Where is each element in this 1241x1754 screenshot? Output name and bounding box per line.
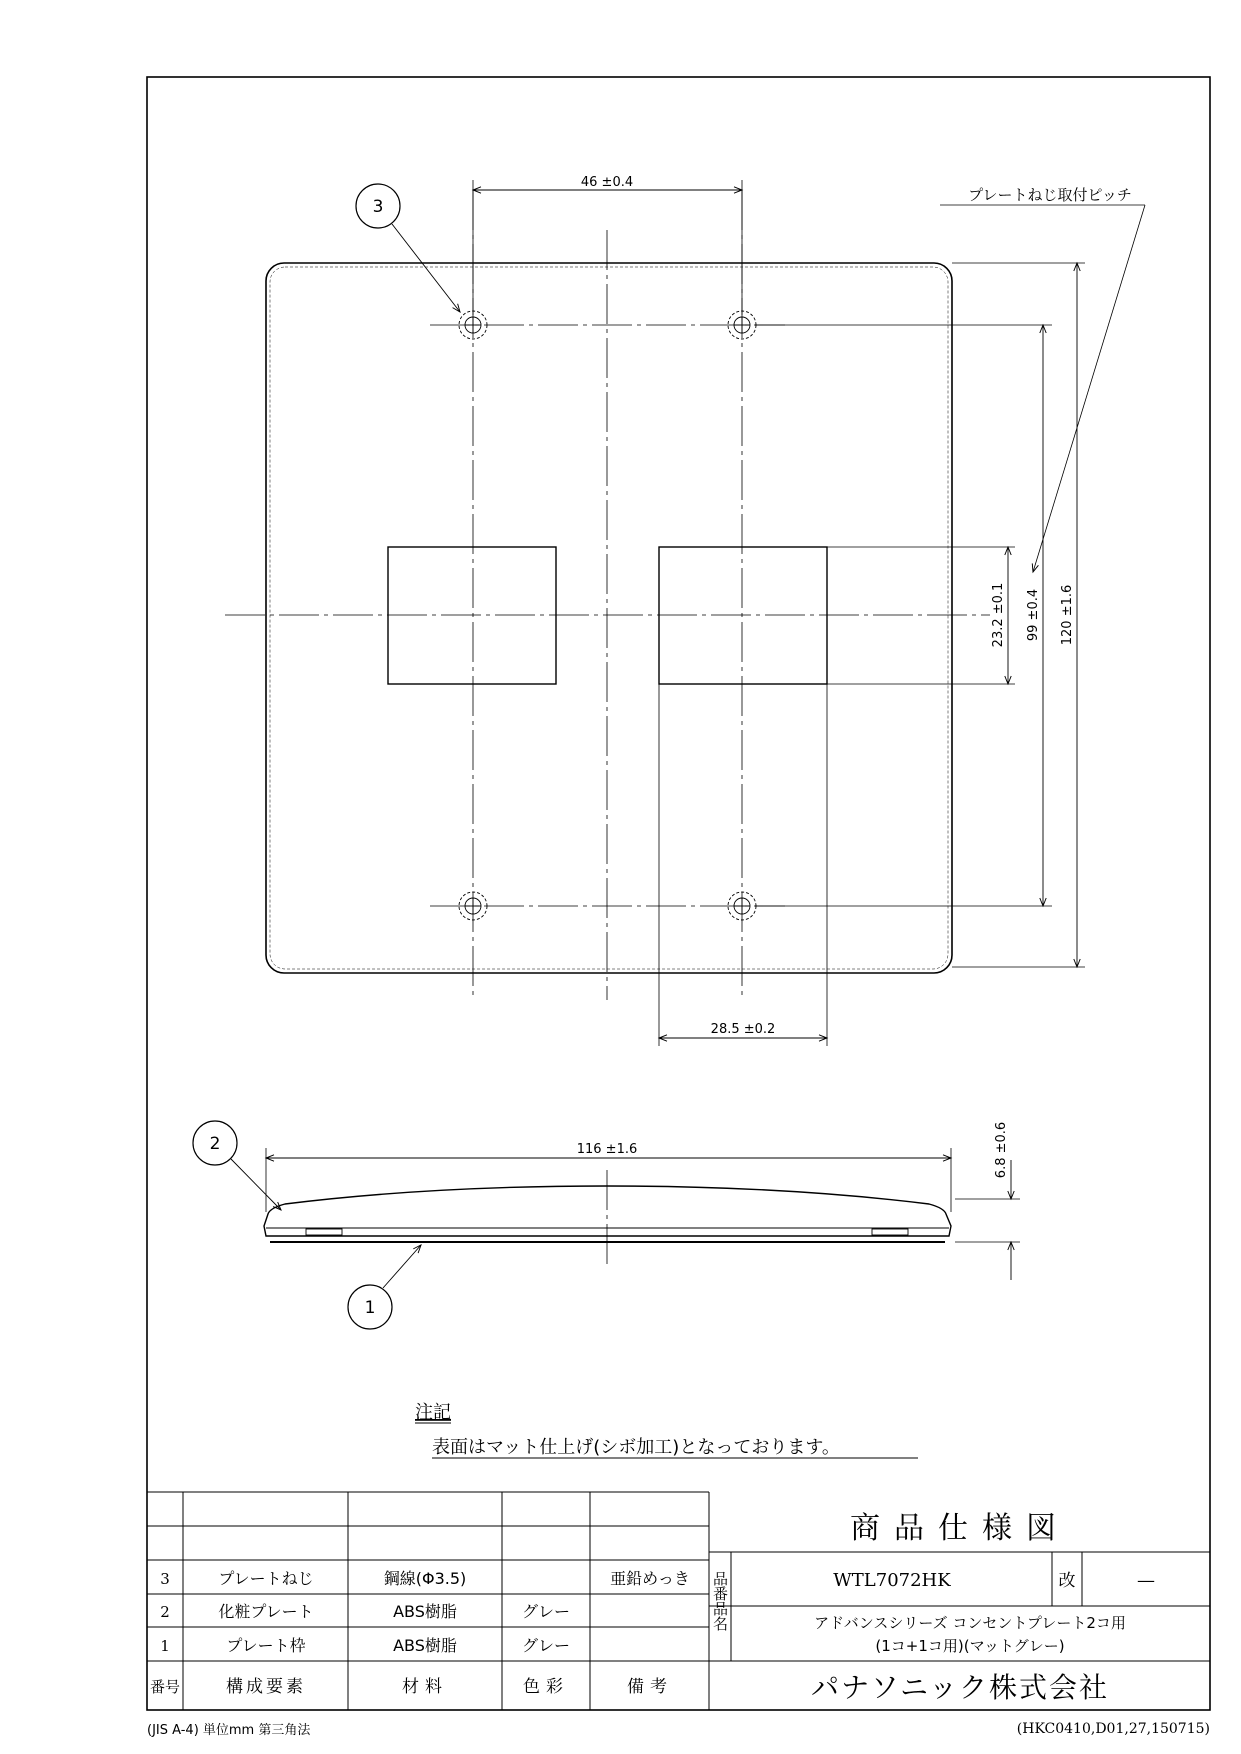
dim-text-99: 99 ±0.4 — [1026, 588, 1041, 642]
plate-inner-outline — [270, 267, 948, 969]
svg-text:鋼線(Φ3.5): 鋼線(Φ3.5) — [383, 1569, 467, 1588]
dim-text-120: 120 ±1.6 — [1060, 584, 1075, 646]
svg-text:化粧プレート: 化粧プレート — [218, 1602, 314, 1621]
balloon-1-number: 1 — [364, 1298, 376, 1318]
svg-text:番号: 番号 — [149, 1678, 181, 1696]
parts-table-row-2 — [160, 1602, 570, 1621]
parts-table-header — [150, 1677, 673, 1697]
svg-text:3: 3 — [160, 1570, 170, 1588]
footer-right: (HKC0410,D01,27,150715) — [1016, 1721, 1210, 1737]
notes-text: 表面はマット仕上げ(シボ加工)となっております。 — [432, 1437, 840, 1458]
balloon-2-number: 2 — [209, 1134, 221, 1154]
part-number-label: 品番 — [711, 1571, 729, 1601]
svg-text:材料: 材料 — [402, 1677, 448, 1697]
svg-text:構成要素: 構成要素 — [226, 1677, 306, 1697]
svg-text:ABS樹脂: ABS樹脂 — [393, 1636, 457, 1655]
svg-text:プレート枠: プレート枠 — [226, 1636, 306, 1655]
front-view — [225, 180, 1145, 1046]
dim-text-116: 116 ±1.6 — [576, 1142, 638, 1157]
svg-text:備考: 備考 — [627, 1677, 673, 1697]
part-number: WTL7072HK — [833, 1570, 951, 1591]
balloon-2-leader — [231, 1159, 281, 1210]
svg-text:グレー: グレー — [521, 1636, 571, 1655]
dim-text-28-5: 28.5 ±0.2 — [710, 1022, 776, 1037]
notes-title: 注記 — [415, 1402, 451, 1423]
company-name: パナソニック株式会社 — [810, 1671, 1110, 1704]
svg-text:プレートねじ: プレートねじ — [218, 1569, 314, 1588]
balloon-3-leader — [392, 224, 460, 312]
product-name-line2: (1コ+1コ用)(マットグレー) — [875, 1637, 1065, 1655]
svg-text:2: 2 — [160, 1603, 170, 1621]
plate-outline — [266, 263, 952, 973]
product-name-line1: アドバンスシリーズ コンセントプレート2コ用 — [814, 1614, 1126, 1632]
balloon-1-leader — [383, 1245, 421, 1288]
revision-label: 改 — [1058, 1571, 1076, 1591]
pitch-leader — [1033, 205, 1145, 572]
dim-text-23-2: 23.2 ±0.1 — [991, 582, 1006, 648]
svg-text:ABS樹脂: ABS樹脂 — [393, 1602, 457, 1621]
svg-text:グレー: グレー — [521, 1602, 571, 1621]
svg-text:1: 1 — [160, 1637, 170, 1655]
title-block-title: 商品仕様図 — [850, 1511, 1070, 1546]
product-name-label: 品名 — [711, 1601, 729, 1631]
revision-value: — — [1137, 1570, 1155, 1591]
footer-left: (JIS A-4) 単位mm 第三角法 — [147, 1723, 311, 1738]
pitch-label: プレートねじ取付ピッチ — [968, 186, 1132, 204]
svg-text:色彩: 色彩 — [523, 1677, 569, 1697]
drawing-frame — [147, 77, 1210, 1710]
parts-table-row-3 — [160, 1569, 690, 1588]
svg-text:亜鉛めっき: 亜鉛めっき — [610, 1569, 690, 1588]
dim-text-46: 46 ±0.4 — [580, 175, 634, 190]
parts-table-row-1 — [160, 1636, 570, 1655]
balloon-3-number: 3 — [372, 197, 384, 217]
dim-text-6-8: 6.8 ±0.6 — [994, 1121, 1009, 1179]
outlet-opening-right — [659, 547, 827, 684]
outlet-opening-left — [388, 547, 556, 684]
